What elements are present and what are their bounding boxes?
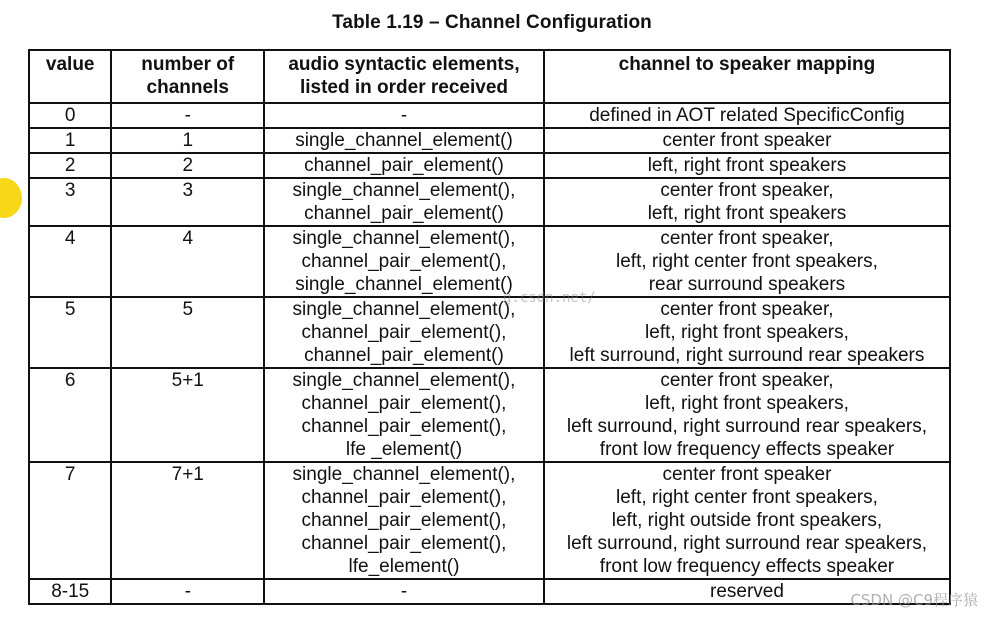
speaker-mapping-line: left, right front speakers, — [645, 393, 849, 414]
speaker-mapping-line: center front speaker — [662, 464, 832, 485]
table-row — [29, 579, 950, 604]
cell-audio-elements — [264, 153, 544, 178]
speaker-mapping-line: left, right outside front speakers, — [611, 510, 883, 531]
cell-channels: 3 — [111, 178, 264, 226]
speaker-mapping-line: left, right front speakers — [647, 203, 847, 224]
cell-speaker-mapping — [544, 128, 950, 153]
audio-element-line: single_channel_element(), — [292, 370, 516, 391]
speaker-mapping-line: front low frequency effects speaker — [599, 439, 895, 460]
cell-audio-elements — [264, 297, 544, 368]
cell-value: 0 — [29, 103, 111, 128]
cell-speaker-mapping — [544, 153, 950, 178]
header-line: audio syntactic elements, — [288, 54, 520, 75]
cell-value: 6 — [29, 368, 111, 462]
cell-value: 8-15 — [29, 579, 111, 604]
speaker-mapping-line: defined in AOT related SpecificConfig — [589, 105, 905, 126]
cell-channels: 5 — [111, 297, 264, 368]
cell-audio-elements — [264, 103, 544, 128]
watermark-url: g.csdn.net/ — [503, 290, 596, 306]
speaker-mapping-line: left, right front speakers, — [645, 322, 849, 343]
cell-speaker-mapping — [544, 297, 950, 368]
speaker-mapping-line: center front speaker, — [660, 228, 834, 249]
table-row — [29, 297, 950, 368]
speaker-mapping-line: center front speaker, — [660, 370, 834, 391]
cell-audio-elements — [264, 368, 544, 462]
cell-speaker-mapping — [544, 178, 950, 226]
cell-channels: - — [111, 579, 264, 604]
cell-audio-elements — [264, 579, 544, 604]
header-line: listed in order received — [299, 77, 508, 98]
audio-element-line: channel_pair_element(), — [301, 533, 507, 554]
table-body — [29, 103, 950, 604]
cell-value: 1 — [29, 128, 111, 153]
watermark-csdn: CSDN @C9程序猿 — [850, 591, 978, 609]
header-line: value — [45, 54, 95, 75]
speaker-mapping-line: rear surround speakers — [648, 274, 846, 295]
audio-element-line: single_channel_element(), — [292, 228, 516, 249]
audio-element-line: - — [400, 105, 408, 126]
speaker-mapping-line: reserved — [710, 581, 784, 602]
speaker-mapping-line: left, right front speakers — [647, 155, 847, 176]
table-row — [29, 226, 950, 297]
header-line: channel to speaker mapping — [618, 54, 876, 75]
audio-element-line: channel_pair_element(), — [301, 416, 507, 437]
table-title: Table 1.19 – Channel Configuration — [332, 12, 652, 33]
table-row — [29, 368, 950, 462]
audio-element-line: lfe_element() — [348, 556, 460, 577]
audio-element-line: single_channel_element(), — [292, 464, 516, 485]
cell-speaker-mapping — [544, 103, 950, 128]
cell-value: 4 — [29, 226, 111, 297]
cell-channels: 1 — [111, 128, 264, 153]
header-line: channels — [146, 77, 229, 98]
speaker-mapping-line: left surround, right surround rear speakers — [569, 345, 925, 366]
cell-channels: 7+1 — [111, 462, 264, 579]
audio-element-line: channel_pair_element(), — [301, 322, 507, 343]
speaker-mapping-line: left, right center front speakers, — [616, 251, 878, 272]
cell-speaker-mapping — [544, 462, 950, 579]
audio-element-line: channel_pair_element(), — [301, 487, 507, 508]
header-value — [29, 50, 111, 103]
cell-value: 3 — [29, 178, 111, 226]
speaker-mapping-line: center front speaker, — [660, 180, 834, 201]
cell-channels: 2 — [111, 153, 264, 178]
audio-element-line: - — [400, 581, 408, 602]
audio-element-line: channel_pair_element() — [304, 203, 504, 224]
speaker-mapping-line: center front speaker — [662, 130, 832, 151]
header-number-of-channels — [111, 50, 264, 103]
cell-channels: - — [111, 103, 264, 128]
audio-element-line: single_channel_element() — [295, 130, 513, 151]
header-row — [29, 50, 950, 103]
table-row — [29, 103, 950, 128]
table-row — [29, 462, 950, 579]
cell-speaker-mapping — [544, 368, 950, 462]
cell-audio-elements — [264, 178, 544, 226]
audio-element-line: channel_pair_element(), — [301, 393, 507, 414]
cell-channels: 4 — [111, 226, 264, 297]
cell-value: 7 — [29, 462, 111, 579]
header-line: number of — [141, 54, 235, 75]
yellow-cursor-marker — [0, 178, 22, 218]
cell-speaker-mapping — [544, 226, 950, 297]
cell-value: 2 — [29, 153, 111, 178]
channel-configuration-table — [28, 49, 951, 605]
header-audio-elements — [264, 50, 544, 103]
cell-audio-elements — [264, 128, 544, 153]
audio-element-line: single_channel_element() — [295, 274, 513, 295]
cell-channels: 5+1 — [111, 368, 264, 462]
cell-audio-elements — [264, 226, 544, 297]
cell-audio-elements — [264, 462, 544, 579]
speaker-mapping-line: center front speaker, — [660, 299, 834, 320]
audio-element-line: channel_pair_element(), — [301, 251, 507, 272]
audio-element-line: channel_pair_element() — [304, 345, 504, 366]
speaker-mapping-line: left surround, right surround rear speakers, — [566, 533, 928, 554]
speaker-mapping-line: left surround, right surround rear speakers, — [566, 416, 928, 437]
table-row — [29, 178, 950, 226]
audio-element-line: single_channel_element(), — [292, 299, 516, 320]
header-speaker-mapping — [544, 50, 950, 103]
speaker-mapping-line: left, right center front speakers, — [616, 487, 878, 508]
cell-value: 5 — [29, 297, 111, 368]
speaker-mapping-line: front low frequency effects speaker — [599, 556, 895, 577]
audio-element-line: lfe _element() — [345, 439, 463, 460]
table-row — [29, 128, 950, 153]
audio-element-line: single_channel_element(), — [292, 180, 516, 201]
audio-element-line: channel_pair_element() — [304, 155, 504, 176]
audio-element-line: channel_pair_element(), — [301, 510, 507, 531]
table-row — [29, 153, 950, 178]
